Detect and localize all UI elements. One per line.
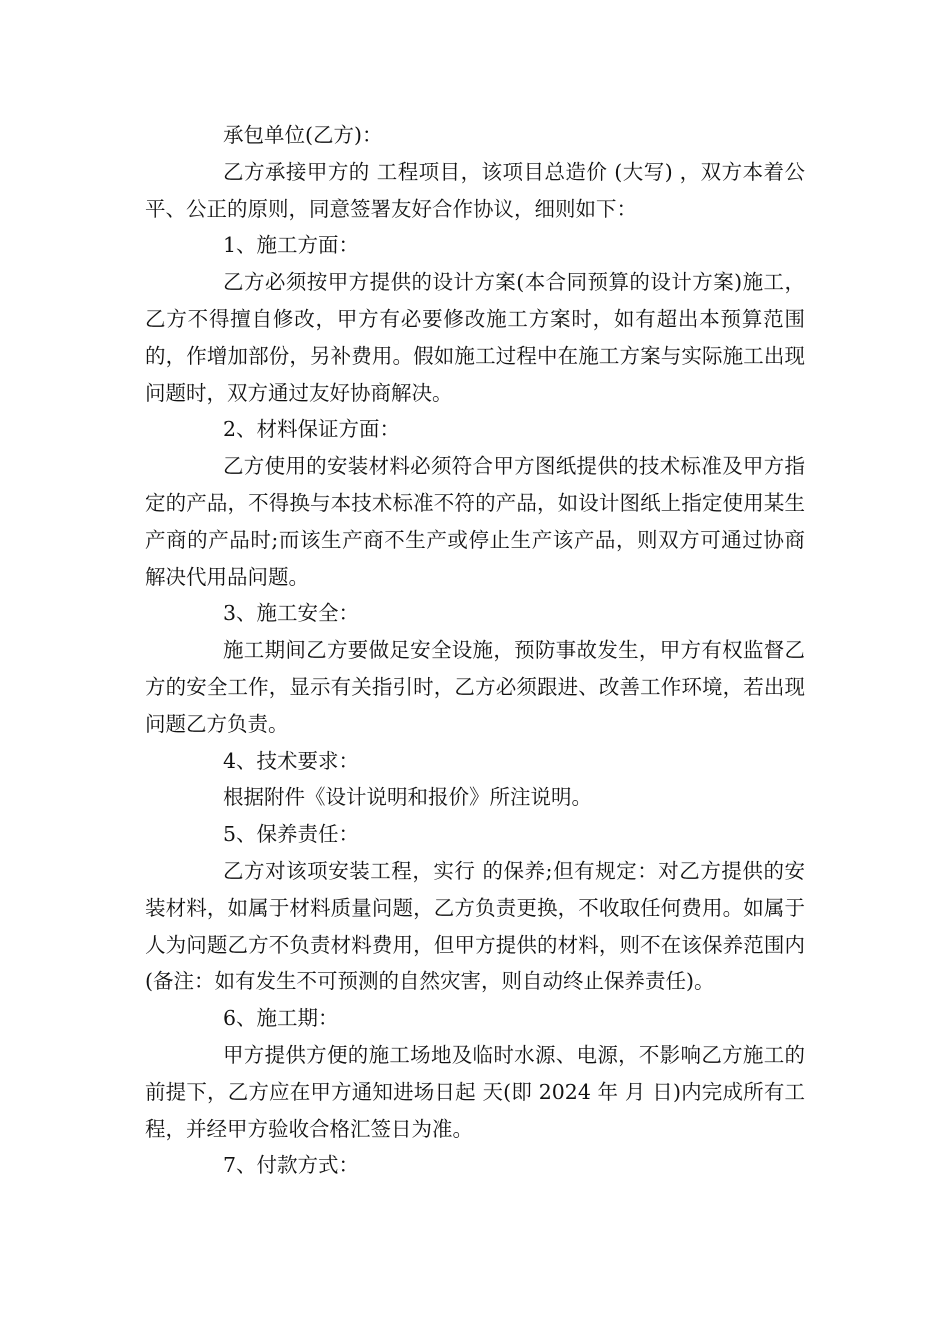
section-heading-maintenance: 5、保养责任： [223, 822, 360, 847]
section-body-materials: 乙方使用的安装材料必须符合甲方图纸提供的技术标准及甲方指定的产品，不得换与本技术标准不符的产品，如设计图纸上指定使用某生产商的产品时;而该生产商不生产或停止生产该产品，则双方可通过协商解决代用品问题。 [145, 454, 805, 589]
section-heading-schedule: 6、施工期： [223, 1006, 339, 1031]
contractor-label: 承包单位(乙方)： [223, 123, 383, 147]
intro-paragraph: 乙方承接甲方的 工程项目，该项目总造价 (大写) ，双方本着公平、公正的原则，同意签署友好合作协议，细则如下： [145, 159, 805, 221]
section-body-safety: 施工期间乙方要做足安全设施，预防事故发生，甲方有权监督乙方的安全工作，显示有关指引时，乙方必须跟进、改善工作环境，若出现问题乙方负责。 [145, 638, 805, 736]
section-heading-payment: 7、付款方式： [223, 1153, 360, 1178]
section-heading-safety: 3、施工安全： [223, 601, 360, 626]
section-heading-technical: 4、技术要求： [223, 748, 360, 773]
section-heading-construction: 1、施工方面： [223, 233, 360, 258]
section-body-technical: 根据附件《设计说明和报价》所注说明。 [223, 785, 592, 810]
section-body-maintenance: 乙方对该项安装工程，实行 的保养;但有规定：对乙方提供的安装材料，如属于材料质量问题，乙方负责更换，不收取任何费用。如属于人为问题乙方不负责材料费用，但甲方提供的材料，则不在该保养范围内(备注：如有发生不可预测的自然灾害，则自动终止保养责任)。 [145, 858, 805, 994]
section-heading-materials: 2、材料保证方面： [223, 417, 401, 442]
section-body-schedule: 甲方提供方便的施工场地及临时水源、电源，不影响乙方施工的前提下，乙方应在甲方通知进场日起 天(即 2024 年 月 日)内完成所有工程，并经甲方验收合格汇签日为准。 [145, 1042, 805, 1141]
section-body-construction: 乙方必须按甲方提供的设计方案(本合同预算的设计方案)施工，乙方不得擅自修改，甲方有必要修改施工方案时，如有超出本预算范围的，作增加部份，另补费用。假如施工过程中在施工方案与实际施工出现问题时，双方通过友好协商解决。 [145, 270, 805, 405]
contract-body [145, 117, 805, 1184]
